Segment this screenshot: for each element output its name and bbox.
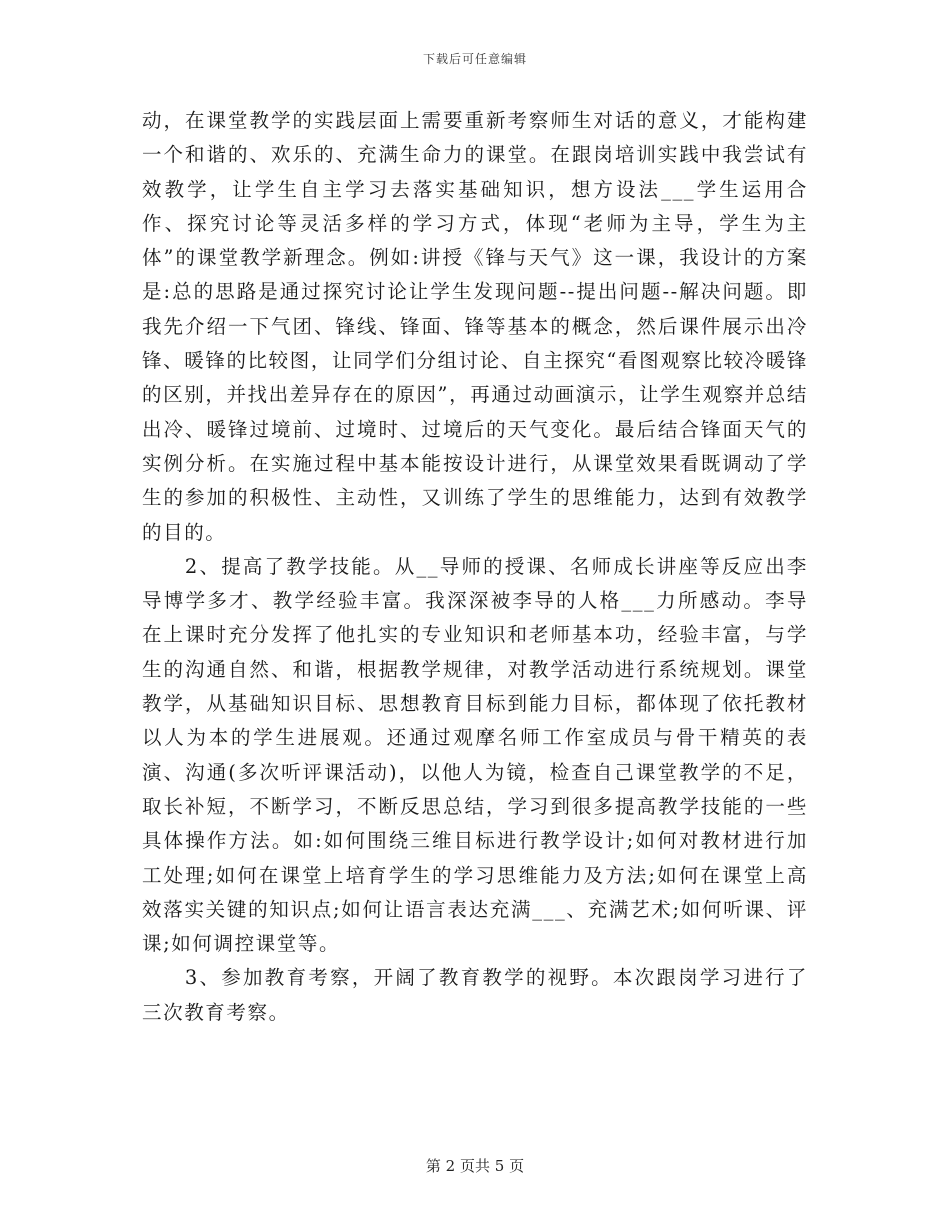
paragraph-teaching-skills: 2、提高了教学技能。从__导师的授课、名师成长讲座等反应出李导博学多才、教学经验丰富。我深深被李导的人格___力所感动。李导在上课时充分发挥了他扎实的专业知识和老师基本功，经验丰富，与学生的沟通自然、和谐，根据教学规律，对教学活动进行系统规划。课堂教学，从基础知识目标、思想教育目标到能力目标，都体现了依托教材以人为本的学生进展观。还通过观摩名师工作室成员与骨干精英的表演、沟通(多次听评课活动)，以他人为镜，检查自己课堂教学的不足，取长补短，不断学习，不断反思总结，学习到很多提高教学技能的一些具体操作方法。如:如何围绕三维目标进行教学设计;如何对教材进行加工处理;如何在课堂上培育学生的学习思维能力及方法;如何在课堂上高效落实关键的知识点;如何让语言表达充满___、充满艺术;如何听课、评课;如何调控课堂等。 (142, 554, 808, 956)
document-body (142, 104, 808, 1030)
paragraph-continuation: 动，在课堂教学的实践层面上需要重新考察师生对话的意义，才能构建一个和谐的、欢乐的、充满生命力的课堂。在跟岗培训实践中我尝试有效教学，让学生自主学习去落实基础知识，想方设法___学生运用合作、探究讨论等灵活多样的学习方式，体现“老师为主导，学生为主体”的课堂教学新理念。例如:讲授《锋与天气》这一课，我设计的方案是:总的思路是通过探究讨论让学生发现问题--提出问题--解决问题。即我先介绍一下气团、锋线、锋面、锋等基本的概念，然后课件展示出冷锋、暖锋的比较图，让同学们分组讨论、自主探究“看图观察比较冷暖锋的区别，并找出差异存在的原因”，再通过动画演示，让学生观察并总结出冷、暖锋过境前、过境时、过境后的天气变化。最后结合锋面天气的实例分析。在实施过程中基本能按设计进行，从课堂效果看既调动了学生的参加的积极性、主动性，又训练了学生的思维能力，达到有效教学的目的。 (142, 109, 808, 544)
page-footer: 第 2 页共 5 页 (425, 1157, 525, 1175)
page-header: 下载后可任意编辑 (422, 52, 527, 66)
paragraph-education-visit: 3、参加教育考察，开阔了教育教学的视野。本次跟岗学习进行了三次教育考察。 (142, 966, 808, 1024)
